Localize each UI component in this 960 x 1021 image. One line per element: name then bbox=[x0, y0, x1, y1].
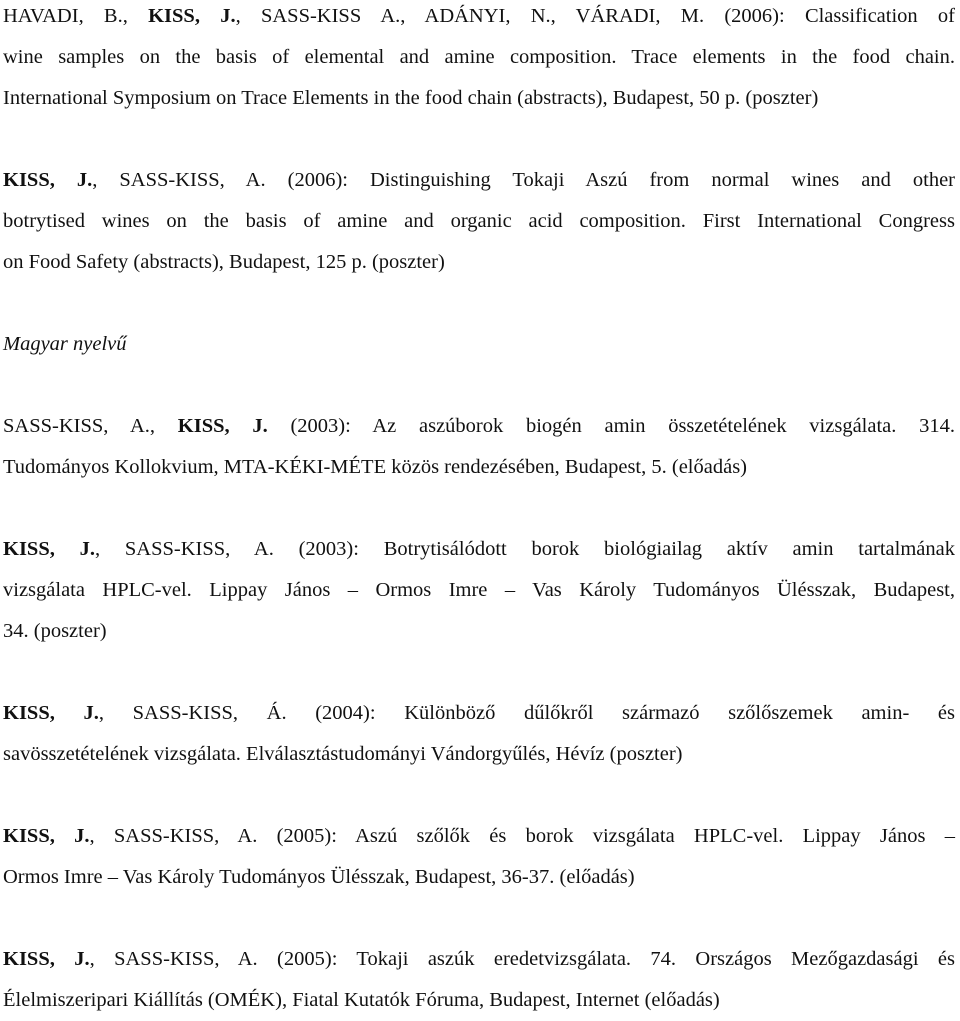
section-heading: Magyar nyelvű bbox=[3, 333, 127, 355]
entry-line bbox=[3, 160, 955, 201]
publication-entry-kiss-2005b bbox=[3, 939, 955, 1021]
entry-line bbox=[3, 693, 955, 734]
publication-entry-kiss-2003 bbox=[3, 529, 955, 652]
entry-line: wine samples on the basis of elemental and amine composition. Trace elements in the food chain. bbox=[3, 46, 955, 68]
author-text: SASS-KISS, A., bbox=[3, 415, 178, 437]
entry-line bbox=[3, 529, 955, 570]
entry-line: vizsgálata HPLC-vel. Lippay János – Ormos Imre – Vas Károly Tudományos Ülésszak, Budapest, bbox=[3, 579, 955, 601]
entry-line: savösszetételének vizsgálata. Elválasztástudományi Vándorgyűlés, Hévíz (poszter) bbox=[3, 743, 683, 765]
author-highlight: KISS, J. bbox=[3, 825, 90, 847]
entry-line: Tudományos Kollokvium, MTA-KÉKI-MÉTE közös rendezésében, Budapest, 5. (előadás) bbox=[3, 456, 747, 478]
citation-text: , SASS-KISS, A. (2006): Distinguishing Tokaji Aszú from normal wines and other bbox=[92, 169, 955, 191]
entry-line: botrytised wines on the basis of amine and organic acid composition. First International Congress bbox=[3, 210, 955, 232]
publication-entry-sass-kiss-2003 bbox=[3, 406, 955, 488]
citation-text: , SASS-KISS A., ADÁNYI, N., VÁRADI, M. (2006): Classification of bbox=[235, 5, 955, 27]
publication-entry-kiss-2004 bbox=[3, 693, 955, 775]
author-highlight: KISS, J. bbox=[3, 948, 90, 970]
entry-line: 34. (poszter) bbox=[3, 620, 107, 642]
author-highlight: KISS, J. bbox=[3, 702, 99, 724]
author-highlight: KISS, J. bbox=[3, 169, 93, 191]
entry-line: on Food Safety (abstracts), Budapest, 125 p. (poszter) bbox=[3, 251, 445, 273]
citation-text: , SASS-KISS, A. (2005): Aszú szőlők és borok vizsgálata HPLC-vel. Lippay János – bbox=[89, 825, 955, 847]
entry-line: International Symposium on Trace Elements in the food chain (abstracts), Budapest, 50 p. (poszter) bbox=[3, 87, 819, 109]
entry-line bbox=[3, 939, 955, 980]
publication-list bbox=[3, 0, 955, 1021]
entry-line bbox=[3, 816, 955, 857]
author-highlight: KISS, J. bbox=[148, 5, 236, 27]
entry-line bbox=[3, 406, 955, 447]
publication-entry-kiss-2006 bbox=[3, 160, 955, 283]
publication-entry-kiss-2005a bbox=[3, 816, 955, 898]
author-text: HAVADI, B., bbox=[3, 5, 149, 27]
citation-text: (2003): Az aszúborok biogén amin összetételének vizsgálata. 314. bbox=[267, 415, 955, 437]
citation-text: , SASS-KISS, Á. (2004): Különböző dűlőkről származó szőlőszemek amin- és bbox=[98, 702, 955, 724]
author-highlight: KISS, J. bbox=[177, 415, 268, 437]
entry-line: Ormos Imre – Vas Károly Tudományos Ülésszak, Budapest, 36-37. (előadás) bbox=[3, 866, 635, 888]
entry-line: Élelmiszeripari Kiállítás (OMÉK), Fiatal Kutatók Fóruma, Budapest, Internet (előadás) bbox=[3, 989, 720, 1011]
citation-text: , SASS-KISS, A. (2005): Tokaji aszúk eredetvizsgálata. 74. Országos Mezőgazdasági és bbox=[89, 948, 956, 970]
entry-line bbox=[3, 0, 955, 37]
citation-text: , SASS-KISS, A. (2003): Botrytisálódott borok biológiailag aktív amin tartalmának bbox=[95, 538, 956, 560]
publication-entry-havadi-2006 bbox=[3, 0, 955, 119]
author-highlight: KISS, J. bbox=[3, 538, 95, 560]
